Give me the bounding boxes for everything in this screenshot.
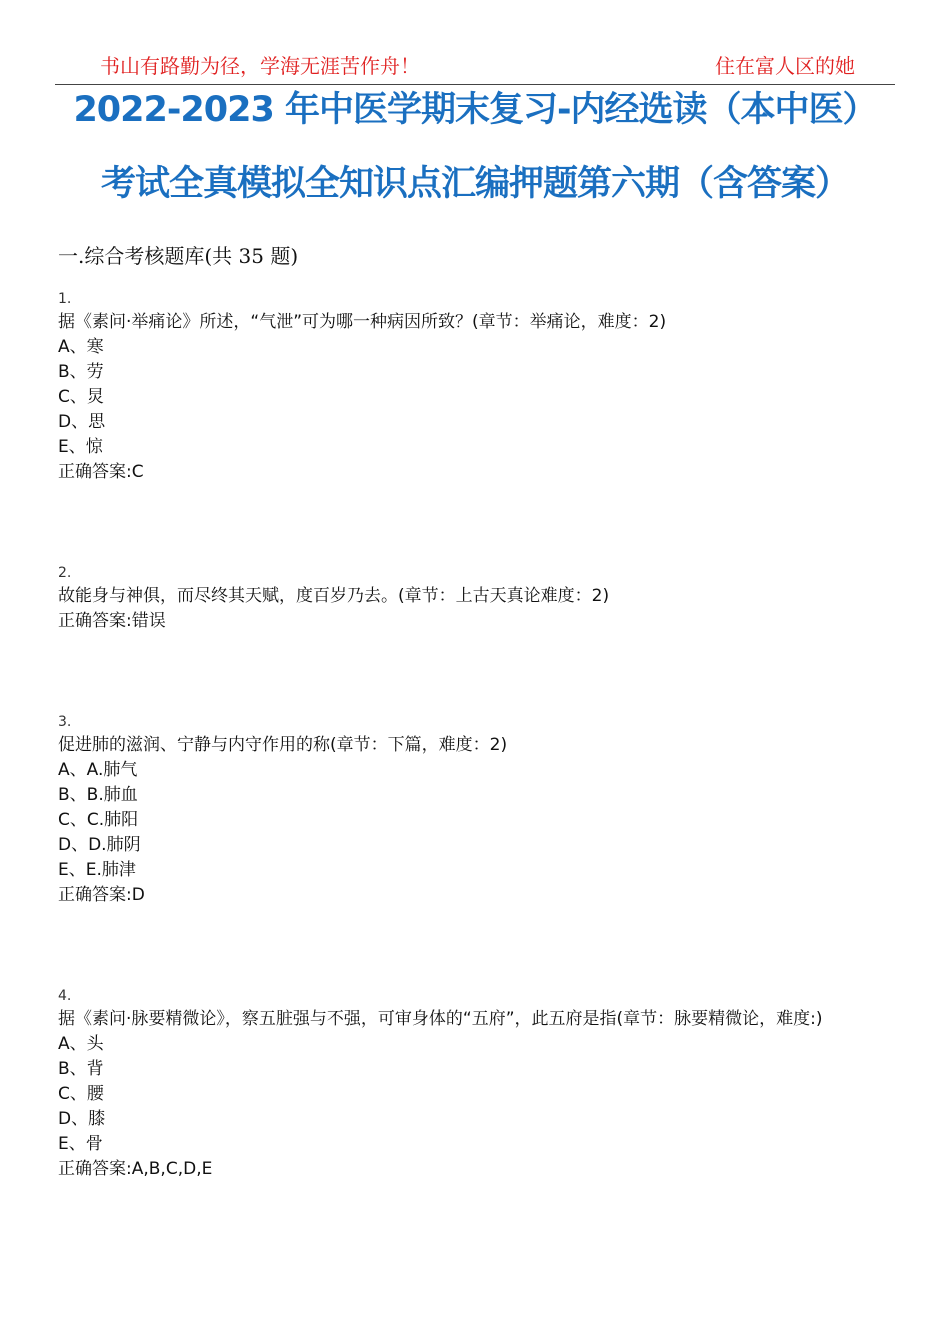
- option: E、E.肺津: [58, 860, 136, 880]
- question-number: 1.: [58, 291, 72, 307]
- option: C、C.肺阳: [58, 810, 139, 830]
- question-2: [58, 562, 898, 634]
- option: B、劳: [58, 362, 104, 382]
- option: A、头: [58, 1034, 104, 1054]
- question-text: 据《素问·脉要精微论》，察五脏强与不强，可审身体的“五府”，此五府是指(章节：脉要精微论，难度:): [58, 1009, 823, 1029]
- option: B、背: [58, 1059, 104, 1079]
- question-1: [58, 288, 898, 485]
- option: E、惊: [58, 437, 103, 457]
- question-number: 2.: [58, 565, 72, 581]
- section-heading: 一.综合考核题库(共 35 题): [58, 244, 299, 268]
- document-title-line-1: 2022-2023 年中医学期末复习-内经选读（本中医）: [73, 90, 877, 130]
- answer: 正确答案:A,B,C,D,E: [58, 1159, 213, 1179]
- question-text: 据《素问·举痛论》所述，“气泄”可为哪一种病因所致？(章节：举痛论，难度：2): [58, 312, 667, 332]
- page-header: [55, 44, 895, 85]
- header-motto: 书山有路勤为径，学海无涯苦作舟！: [100, 54, 420, 78]
- option: D、思: [58, 412, 106, 432]
- option: A、A.肺气: [58, 760, 138, 780]
- question-text: 促进肺的滋润、宁静与内守作用的称(章节：下篇，难度：2): [58, 735, 508, 755]
- option: C、腰: [58, 1084, 104, 1104]
- option: E、骨: [58, 1134, 103, 1154]
- answer: 正确答案:D: [58, 885, 145, 905]
- option: A、寒: [58, 337, 104, 357]
- option: D、D.肺阴: [58, 835, 141, 855]
- header-author: 住在富人区的她: [715, 54, 855, 78]
- question-text: 故能身与神俱，而尽终其天赋，度百岁乃去。(章节：上古天真论难度：2): [58, 586, 610, 606]
- question-number: 4.: [58, 988, 72, 1004]
- answer: 正确答案:错误: [58, 611, 166, 631]
- question-number: 3.: [58, 714, 72, 730]
- question-4: [58, 985, 898, 1182]
- answer: 正确答案:C: [58, 462, 144, 482]
- option: B、B.肺血: [58, 785, 138, 805]
- question-3: [58, 711, 898, 908]
- option: C、炅: [58, 387, 104, 407]
- option: D、膝: [58, 1109, 106, 1129]
- document-title-line-2: 考试全真模拟全知识点汇编押题第六期（含答案）: [100, 164, 849, 204]
